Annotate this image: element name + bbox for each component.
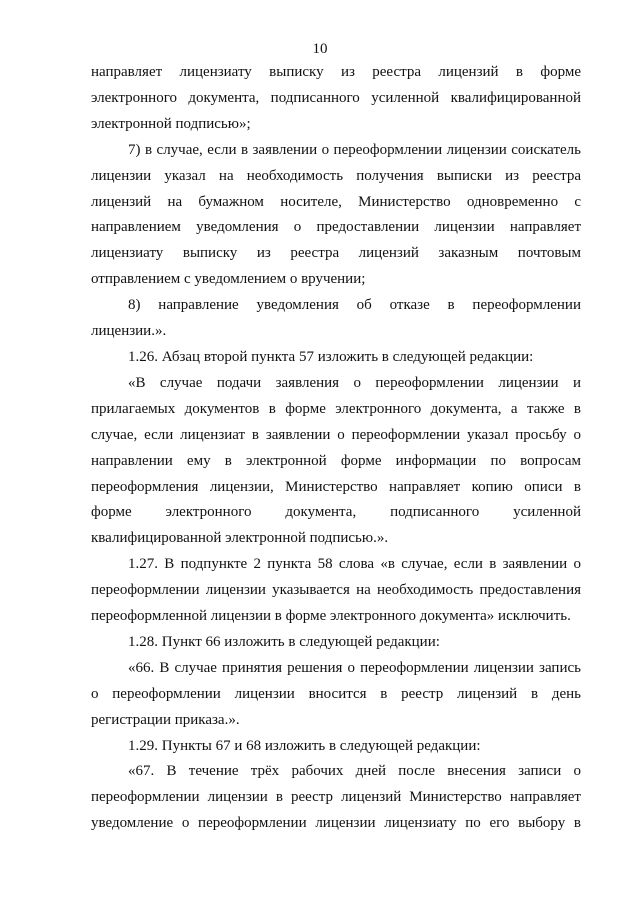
text-line: квалифицированной электронной подписью.». bbox=[91, 530, 389, 547]
paragraph-1-29 bbox=[91, 734, 581, 760]
paragraph-1-26 bbox=[91, 345, 581, 371]
text-line: «67. В течение трёх рабочих дней после внесения записи о bbox=[128, 763, 581, 780]
text-line: 1.26. Абзац второй пункта 57 изложить в следующей редакции: bbox=[128, 348, 534, 365]
paragraph-quote-67 bbox=[91, 759, 581, 837]
paragraph-quote-66 bbox=[91, 656, 581, 734]
text-line: отправлением с уведомлением о вручении; bbox=[91, 271, 366, 288]
text-line: электронной подписью»; bbox=[91, 115, 251, 132]
text-line: регистрации приказа.». bbox=[91, 711, 240, 728]
text-line: форме электронного документа, подписанного усиленной bbox=[91, 504, 581, 521]
text-line: «В случае подачи заявления о переоформлении лицензии и bbox=[128, 374, 581, 391]
document-body bbox=[91, 60, 581, 837]
paragraph-continuation bbox=[91, 60, 581, 138]
text-line: переоформлении лицензии указывается на необходимость предоставления bbox=[91, 582, 581, 599]
paragraph-quote-57 bbox=[91, 371, 581, 552]
text-line: электронного документа, подписанного усиленной квалифицированной bbox=[91, 89, 581, 106]
text-line: лицензии указал на необходимость получения выписки из реестра bbox=[91, 167, 581, 184]
text-line: о переоформлении лицензии вносится в реестр лицензий в день bbox=[91, 685, 581, 702]
text-line: направлении ему в электронной форме информации по вопросам bbox=[91, 452, 581, 469]
paragraph-item-8 bbox=[91, 293, 581, 345]
text-line: направляет лицензиату выписку из реестра лицензий в форме bbox=[91, 64, 581, 80]
text-line: 1.29. Пункты 67 и 68 изложить в следующей редакции: bbox=[128, 737, 481, 754]
text-line: случае, если лицензиат в заявлении о переоформлении указал просьбу о bbox=[91, 426, 581, 443]
text-line: 8) направление уведомления об отказе в переоформлении bbox=[128, 297, 581, 314]
text-line: переоформления лицензии, Министерство направляет копию описи в bbox=[91, 478, 581, 495]
text-line: переоформленной лицензии в форме электронного документа» исключить. bbox=[91, 608, 571, 625]
text-line: 1.28. Пункт 66 изложить в следующей редакции: bbox=[128, 633, 440, 650]
text-line: лицензии.». bbox=[91, 323, 167, 340]
paragraph-1-28 bbox=[91, 630, 581, 656]
text-line: лицензиату выписку из реестра лицензий заказным почтовым bbox=[91, 245, 581, 262]
text-line: «66. В случае принятия решения о переоформлении лицензии запись bbox=[128, 659, 581, 676]
paragraph-1-27 bbox=[91, 552, 581, 630]
text-line: лицензий на бумажном носителе, Министерство одновременно с bbox=[91, 193, 581, 210]
text-line: 1.27. В подпункте 2 пункта 58 слова «в случае, если в заявлении о bbox=[128, 556, 581, 573]
page-number: 10 bbox=[312, 41, 328, 57]
text-line: уведомление о переоформлении лицензии лицензиату по его выбору в bbox=[91, 815, 581, 832]
text-line: 7) в случае, если в заявлении о переоформлении лицензии соискатель bbox=[128, 141, 581, 158]
text-line: переоформлении лицензии в реестр лицензий Министерство направляет bbox=[91, 789, 581, 806]
text-line: направлением уведомления о предоставлении лицензии направляет bbox=[91, 219, 581, 236]
text-line: прилагаемых документов в форме электронного документа, а также в bbox=[91, 400, 581, 417]
paragraph-item-7 bbox=[91, 138, 581, 293]
